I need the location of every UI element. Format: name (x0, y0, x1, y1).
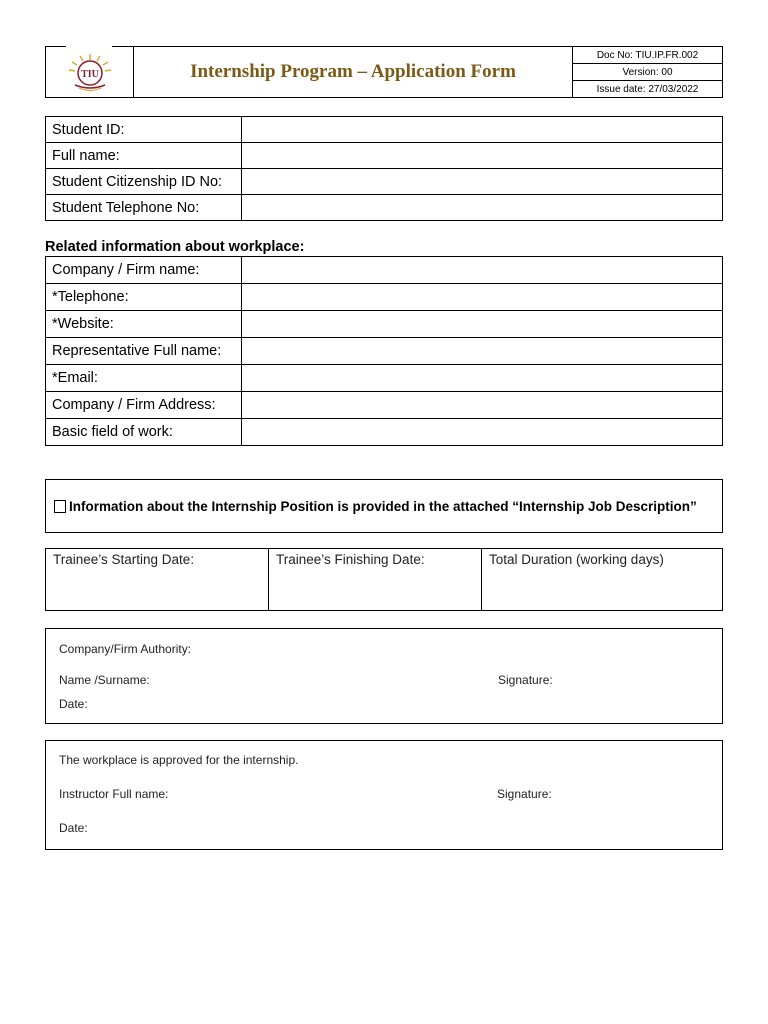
telephone-label: Student Telephone No: (46, 195, 242, 221)
authority-title: Company/Firm Authority: (59, 642, 192, 656)
approval-date-label: Date: (59, 821, 88, 835)
job-description-checkbox[interactable] (54, 500, 66, 513)
table-row (46, 195, 723, 221)
website-field[interactable] (242, 311, 723, 338)
instructor-signature-label: Signature: (497, 787, 552, 801)
address-field[interactable] (242, 392, 723, 419)
finish-date-field[interactable] (269, 549, 482, 610)
citizenship-id-field[interactable] (242, 169, 723, 195)
representative-label: Representative Full name: (46, 338, 242, 365)
table-row (46, 365, 723, 392)
start-date-label: Trainee’s Starting Date: (53, 552, 195, 567)
company-name-label: Company / Firm name: (46, 257, 242, 284)
logo-cell (46, 47, 134, 97)
duration-field[interactable] (482, 549, 722, 610)
table-row (46, 311, 723, 338)
student-id-label: Student ID: (46, 117, 242, 143)
representative-field[interactable] (242, 338, 723, 365)
table-row (46, 143, 723, 169)
doc-version: Version: 00 (573, 64, 722, 81)
table-row (46, 392, 723, 419)
company-name-field[interactable] (242, 257, 723, 284)
workplace-heading: Related information about workplace: (45, 239, 305, 255)
field-of-work-field[interactable] (242, 419, 723, 446)
document-info (572, 47, 722, 97)
student-id-field[interactable] (242, 117, 723, 143)
workplace-info-table (45, 256, 723, 446)
finish-date-label: Trainee’s Finishing Date: (276, 552, 425, 567)
logo-lettering: TIU (80, 69, 99, 80)
dates-table (45, 548, 723, 611)
email-field[interactable] (242, 365, 723, 392)
job-description-notice (45, 479, 723, 533)
table-row (46, 257, 723, 284)
start-date-field[interactable] (46, 549, 269, 610)
field-of-work-label: Basic field of work: (46, 419, 242, 446)
form-header (45, 46, 723, 98)
telephone-field[interactable] (242, 195, 723, 221)
doc-issue-date: Issue date: 27/03/2022 (596, 83, 699, 95)
university-logo-icon (65, 51, 115, 93)
citizenship-id-label: Student Citizenship ID No: (46, 169, 242, 195)
form-title: Internship Program – Application Form (190, 61, 516, 82)
approval-statement: The workplace is approved for the internship. (59, 753, 299, 767)
company-telephone-field[interactable] (242, 284, 723, 311)
table-row (46, 117, 723, 143)
instructor-name-label: Instructor Full name: (59, 787, 169, 801)
approval-box (45, 740, 723, 850)
authority-box (45, 628, 723, 724)
duration-label: Total Duration (working days) (489, 552, 664, 567)
full-name-label: Full name: (46, 143, 242, 169)
email-label: *Email: (46, 365, 242, 392)
table-row (46, 338, 723, 365)
doc-number: Doc No: TIU.IP.FR.002 (573, 47, 722, 64)
table-row (46, 419, 723, 446)
authority-name-label: Name /Surname: (59, 673, 150, 687)
authority-date-label: Date: (59, 697, 88, 711)
address-label: Company / Firm Address: (46, 392, 242, 419)
full-name-field[interactable] (242, 143, 723, 169)
table-row (46, 169, 723, 195)
company-telephone-label: *Telephone: (46, 284, 242, 311)
authority-signature-label: Signature: (498, 673, 553, 687)
table-row (46, 284, 723, 311)
student-info-table (45, 116, 723, 221)
website-label: *Website: (46, 311, 242, 338)
notice-text: Information about the Internship Position is provided in the attached “Internship Job Description” (69, 498, 697, 514)
